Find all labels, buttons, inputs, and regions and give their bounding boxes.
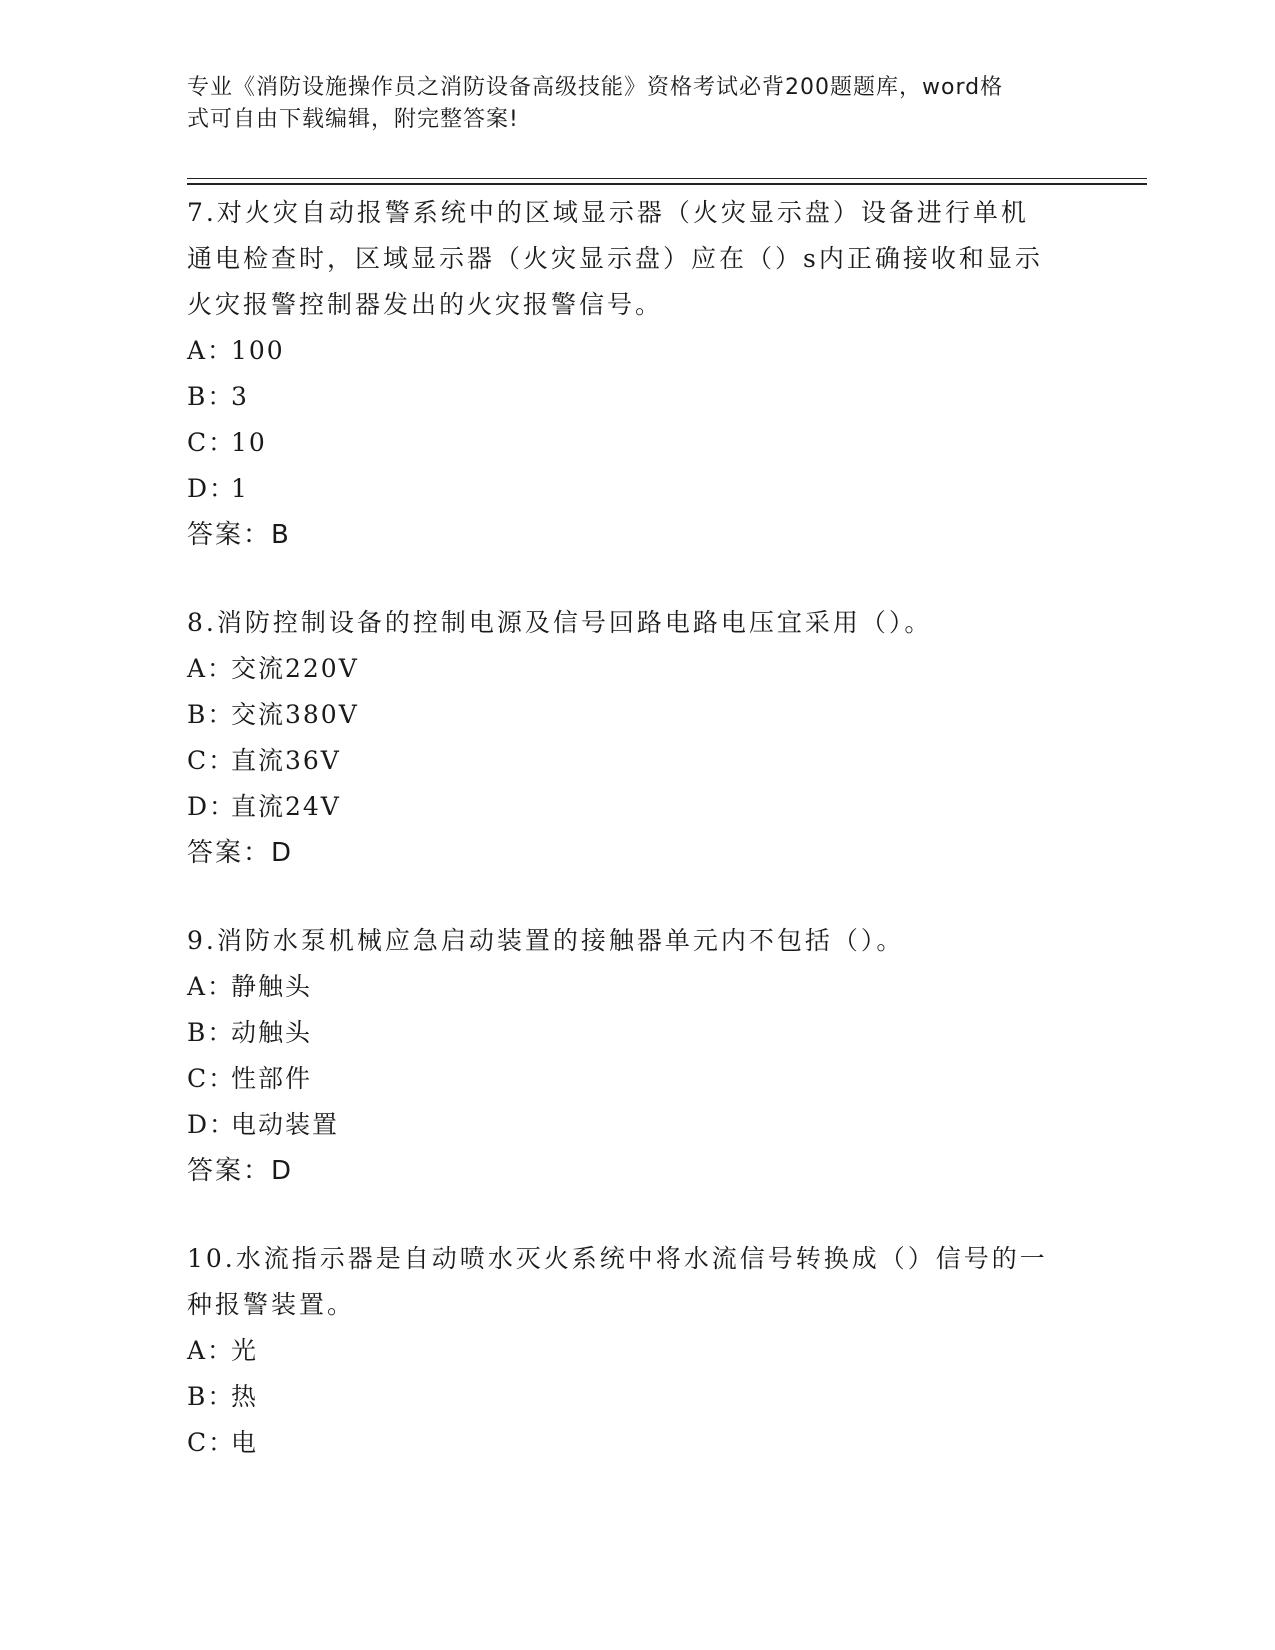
answer-text: 答案：D xyxy=(187,838,294,868)
option-a xyxy=(187,964,1087,1010)
option-key: A： xyxy=(187,336,235,365)
option-key: C： xyxy=(187,1064,236,1093)
question-text xyxy=(187,600,1087,646)
question-item xyxy=(187,1236,1087,1466)
option-text: 热 xyxy=(231,1382,259,1411)
question-item xyxy=(187,190,1087,558)
option-text: 1 xyxy=(231,474,249,503)
question-line: 10.水流指示器是自动喷水灭火系统中将水流信号转换成（）信号的一 xyxy=(187,1244,1048,1273)
option-b xyxy=(187,374,1087,420)
question-line: 火灾报警控制器发出的火灾报警信号。 xyxy=(187,290,664,319)
option-d xyxy=(187,1102,1087,1148)
option-text: 直流24V xyxy=(231,792,341,821)
option-text: 光 xyxy=(231,1336,259,1365)
question-line: 通电检查时，区域显示器（火灾显示盘）应在（）s内正确接收和显示 xyxy=(187,244,1043,273)
option-d xyxy=(187,466,1087,512)
option-key: B： xyxy=(187,700,235,729)
question-item xyxy=(187,600,1087,876)
option-a xyxy=(187,646,1087,692)
option-text: 直流36V xyxy=(231,746,341,775)
header-divider-thick xyxy=(187,183,1147,185)
option-a xyxy=(187,328,1087,374)
document-header xyxy=(187,72,1067,136)
question-line: 种报警装置。 xyxy=(187,1290,356,1319)
option-key: D： xyxy=(187,792,237,821)
option-c xyxy=(187,1056,1087,1102)
header-line-1: 专业《消防设施操作员之消防设备高级技能》资格考试必背200题题库，word格 xyxy=(187,75,1004,100)
option-c xyxy=(187,1420,1087,1466)
answer-text: 答案：B xyxy=(187,520,291,550)
option-key: B： xyxy=(187,382,235,411)
option-c xyxy=(187,738,1087,784)
option-text: 电动装置 xyxy=(231,1110,340,1139)
option-b xyxy=(187,1010,1087,1056)
option-key: A： xyxy=(187,972,235,1001)
option-key: B： xyxy=(187,1382,235,1411)
option-text: 100 xyxy=(231,336,285,365)
option-key: A： xyxy=(187,1336,235,1365)
question-line: 7.对火灾自动报警系统中的区域显示器（火灾显示盘）设备进行单机 xyxy=(187,198,1029,227)
header-divider-thin xyxy=(187,178,1147,179)
option-text: 3 xyxy=(231,382,249,411)
question-line: 9.消防水泵机械应急启动装置的接触器单元内不包括（）。 xyxy=(187,926,905,955)
question-line: 8.消防控制设备的控制电源及信号回路电路电压宜采用（）。 xyxy=(187,608,933,637)
option-text: 交流380V xyxy=(231,700,359,729)
option-key: D： xyxy=(187,1110,237,1139)
option-key: A： xyxy=(187,654,235,683)
option-a xyxy=(187,1328,1087,1374)
question-item xyxy=(187,918,1087,1194)
option-c xyxy=(187,420,1087,466)
option-key: B： xyxy=(187,1018,235,1047)
option-text: 性部件 xyxy=(231,1064,313,1093)
option-key: D： xyxy=(187,474,237,503)
option-text: 10 xyxy=(231,428,267,457)
option-key: C： xyxy=(187,428,236,457)
option-d xyxy=(187,784,1087,830)
option-b xyxy=(187,692,1087,738)
option-text: 静触头 xyxy=(231,972,313,1001)
option-text: 电 xyxy=(231,1428,259,1457)
question-text xyxy=(187,190,1087,328)
answer-text: 答案：D xyxy=(187,1156,294,1186)
option-text: 交流220V xyxy=(231,654,359,683)
option-text: 动触头 xyxy=(231,1018,313,1047)
option-key: C： xyxy=(187,746,236,775)
question-text xyxy=(187,1236,1087,1328)
option-b xyxy=(187,1374,1087,1420)
option-key: C： xyxy=(187,1428,236,1457)
question-text xyxy=(187,918,1087,964)
question-list xyxy=(187,190,1087,1508)
header-line-2: 式可自由下载编辑，附完整答案! xyxy=(187,107,519,132)
